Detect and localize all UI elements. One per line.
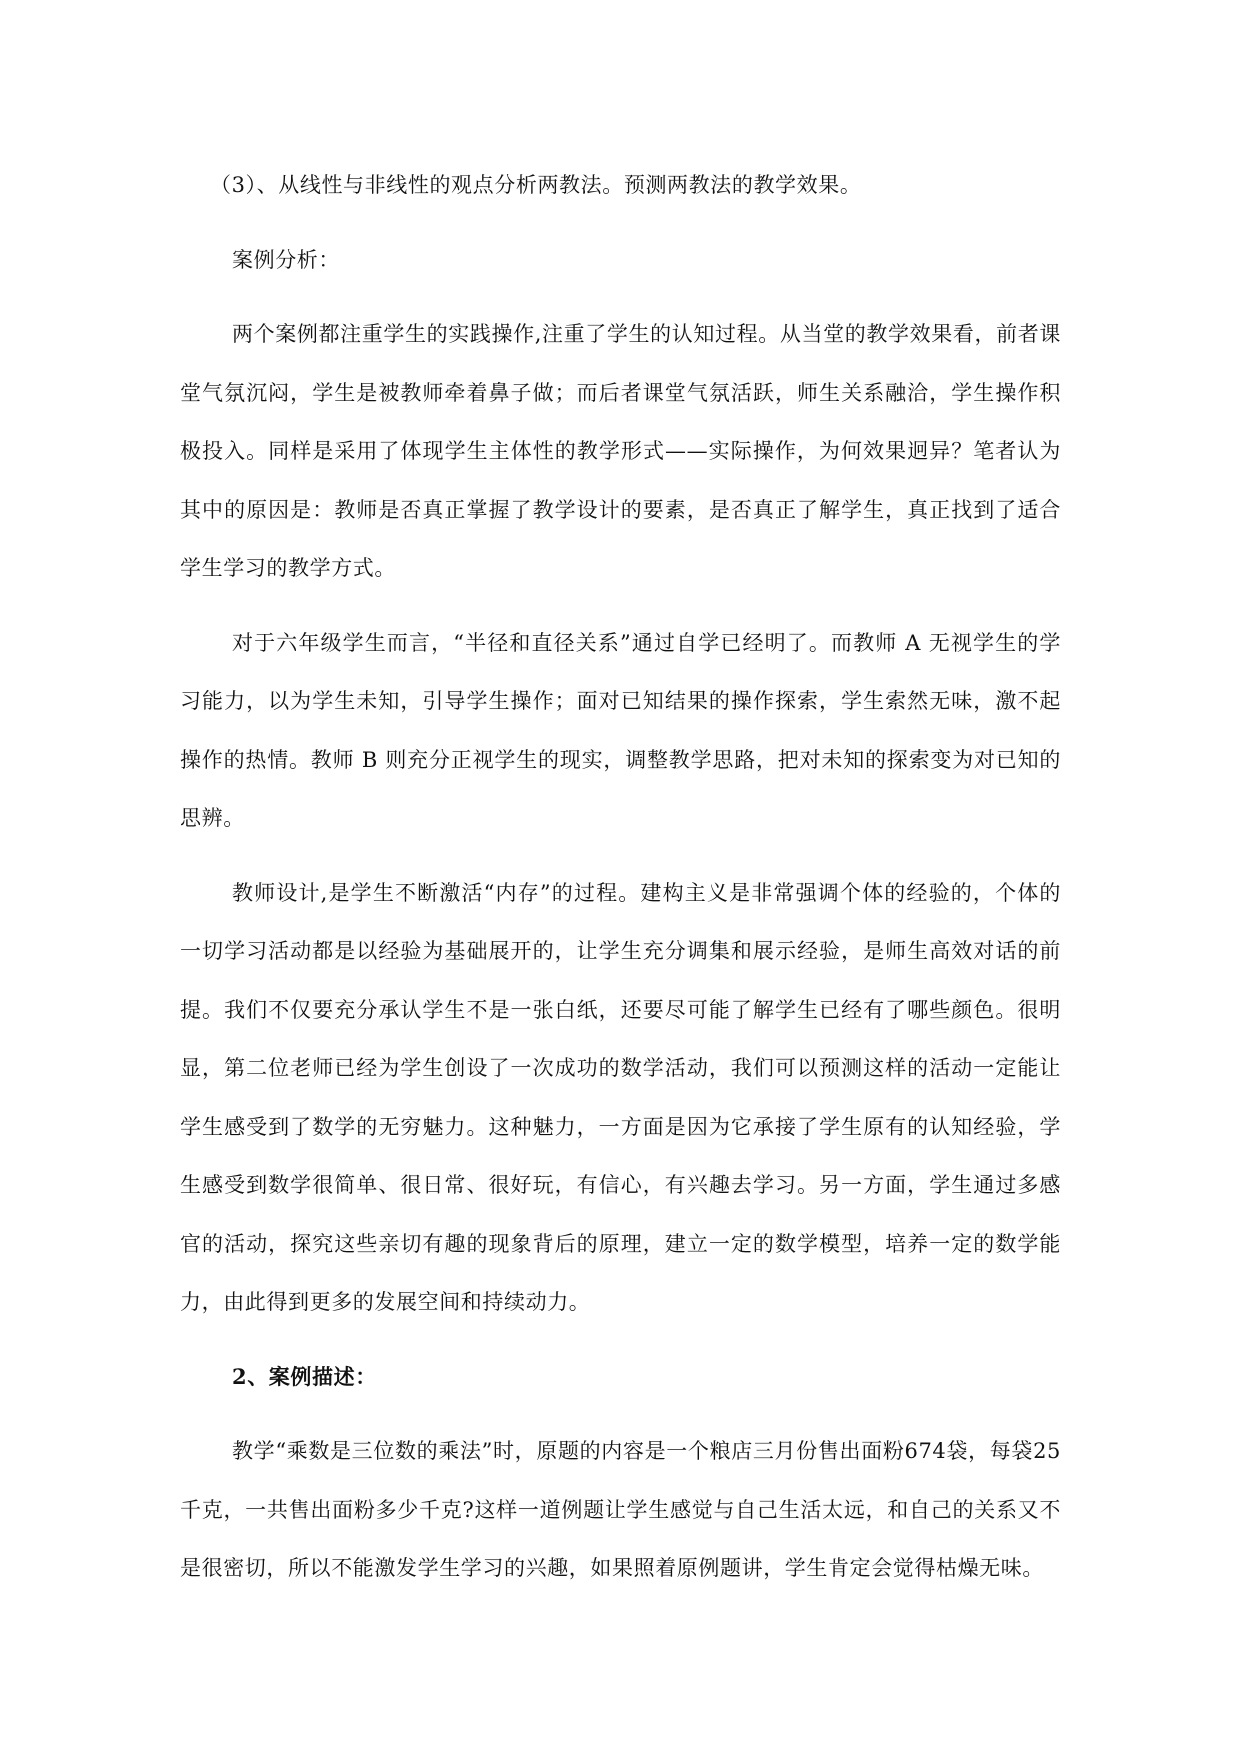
document-body bbox=[180, 156, 1061, 1598]
analysis-paragraph-3: 教师设计,是学生不断激活“内存”的过程。建构主义是非常强调个体的经验的，个体的一切学习活动都是以经验为基础展开的，让学生充分调集和展示经验，是师生高效对话的前提。我们不仅要充分承认学生不是一张白纸，还要尽可能了解学生已经有了哪些颜色。很明显，第二位老师已经为学生创设了一次成功的数学活动，我们可以预测这样的活动一定能让学生感受到了数学的无穷魅力。这种魅力，一方面是因为它承接了学生原有的认知经验，学生感受到数学很简单、很日常、很好玩，有信心，有兴趣去学习。另一方面，学生通过多感官的活动，探究这些亲切有趣的现象背后的原理，建立一定的数学模型，培养一定的数学能力，由此得到更多的发展空间和持续动力。 bbox=[180, 880, 1061, 1314]
heading-case-description: 2、案例描述： bbox=[232, 1363, 377, 1389]
case-description-paragraph: 教学“乘数是三位数的乘法”时，原题的内容是一个粮店三月份售出面粉674袋，每袋25千克，一共售出面粉多少千克?这样一道例题让学生感觉与自己生活太远，和自己的关系又不是很密切，所以不能激发学生学习的兴趣，如果照着原例题讲，学生肯定会觉得枯燥无味。 bbox=[180, 1439, 1061, 1580]
paragraph-gap bbox=[180, 598, 1061, 614]
analysis-paragraph-1: 两个案例都注重学生的实践操作,注重了学生的认知过程。从当堂的教学效果看，前者课堂气氛沉闷，学生是被教师牵着鼻子做；而后者课堂气氛活跃，师生关系融洽，学生操作积极投入。同样是采用了体现学生主体性的教学形式——实际操作，为何效果迥异？笔者认为其中的原因是：教师是否真正掌握了教学设计的要素，是否真正了解学生，真正找到了适合学生学习的教学方式。 bbox=[180, 322, 1061, 580]
paragraph-gap bbox=[180, 215, 1061, 231]
paragraph-gap bbox=[180, 289, 1061, 305]
question-3: （3）、从线性与非线性的观点分析两教法。预测两教法的教学效果。 bbox=[210, 173, 862, 197]
paragraph-gap bbox=[180, 848, 1061, 864]
paragraph-gap bbox=[180, 1332, 1061, 1348]
analysis-paragraph-2: 对于六年级学生而言，“半径和直径关系”通过自学已经明了。而教师 A 无视学生的学习能力，以为学生未知，引导学生操作；面对已知结果的操作探索，学生索然无味，激不起操作的热情。教师 B 则充分正视学生的现实，调整教学思路，把对未知的探索变为对已知的思辨。 bbox=[180, 630, 1061, 830]
paragraph-gap bbox=[180, 1406, 1061, 1422]
section-label-case-analysis: 案例分析： bbox=[232, 247, 340, 272]
